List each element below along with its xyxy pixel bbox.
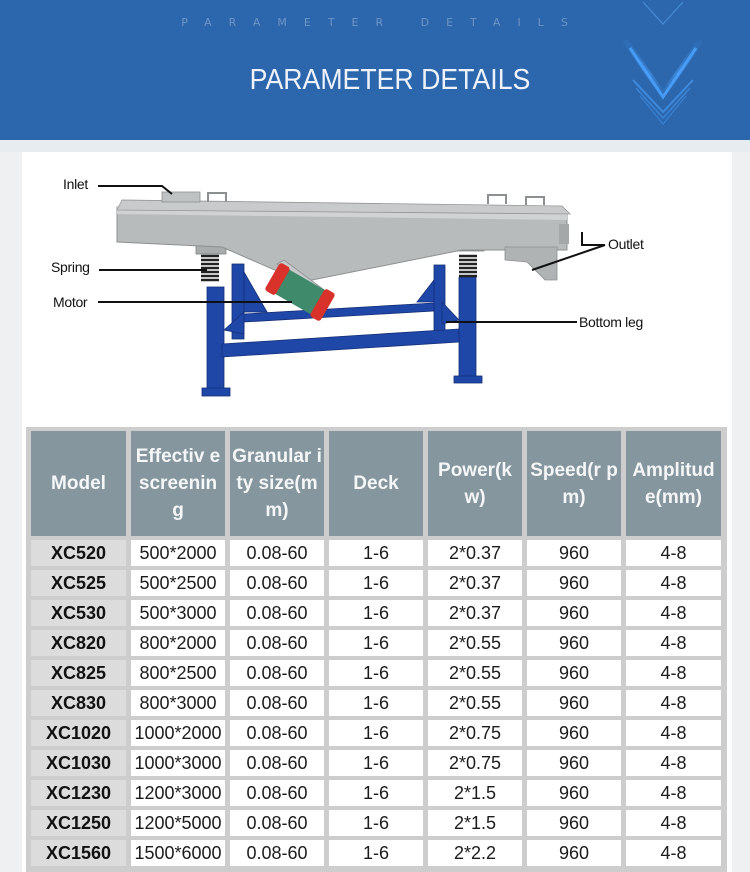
page-title: PARAMETER DETAILS <box>249 64 531 96</box>
cell-model: XC1560 <box>31 840 126 866</box>
cell-amplitude: 4-8 <box>626 750 721 776</box>
cell-granularity: 0.08-60 <box>230 690 324 716</box>
header-speed: Speed(r pm) <box>527 431 621 536</box>
header-banner <box>0 0 750 140</box>
cell-amplitude: 4-8 <box>626 660 721 686</box>
table-row <box>31 720 721 746</box>
header-power: Power(k w) <box>428 431 522 536</box>
cell-deck: 1-6 <box>329 660 423 686</box>
callout-spring: Spring <box>51 259 90 275</box>
cell-model: XC530 <box>31 600 126 626</box>
cell-granularity: 0.08-60 <box>230 540 324 566</box>
divider-strip <box>0 140 750 152</box>
callout-inlet: Inlet <box>63 176 88 192</box>
cell-amplitude: 4-8 <box>626 570 721 596</box>
cell-granularity: 0.08-60 <box>230 810 324 836</box>
cell-amplitude: 4-8 <box>626 840 721 866</box>
table-row <box>31 690 721 716</box>
right-gutter <box>732 152 750 872</box>
header-amplitude: Amplitud e(mm) <box>626 431 721 536</box>
cell-model: XC1230 <box>31 780 126 806</box>
cell-speed: 960 <box>527 810 621 836</box>
cell-amplitude: 4-8 <box>626 780 721 806</box>
cell-speed: 960 <box>527 780 621 806</box>
cell-deck: 1-6 <box>329 840 423 866</box>
cell-effective-screening: 1000*2000 <box>131 720 225 746</box>
left-gutter <box>0 152 22 872</box>
header-effective-screening: Effectiv e screenin g <box>131 431 225 536</box>
cell-effective-screening: 1000*3000 <box>131 750 225 776</box>
table-row <box>31 780 721 806</box>
cell-deck: 1-6 <box>329 570 423 596</box>
header-granularity-size: Granular ity size(mm) <box>230 431 324 536</box>
cell-deck: 1-6 <box>329 600 423 626</box>
cell-power: 2*0.37 <box>428 570 522 596</box>
cell-speed: 960 <box>527 600 621 626</box>
cell-granularity: 0.08-60 <box>230 720 324 746</box>
cell-speed: 960 <box>527 840 621 866</box>
cell-deck: 1-6 <box>329 720 423 746</box>
cell-power: 2*0.55 <box>428 630 522 656</box>
cell-effective-screening: 1200*5000 <box>131 810 225 836</box>
cell-speed: 960 <box>527 540 621 566</box>
cell-deck: 1-6 <box>329 750 423 776</box>
callout-motor: Motor <box>53 294 88 310</box>
cell-deck: 1-6 <box>329 780 423 806</box>
table-row <box>31 810 721 836</box>
cell-effective-screening: 500*2000 <box>131 540 225 566</box>
cell-amplitude: 4-8 <box>626 720 721 746</box>
cell-power: 2*2.2 <box>428 840 522 866</box>
cell-speed: 960 <box>527 570 621 596</box>
header-model: Model <box>31 431 126 536</box>
cell-effective-screening: 1500*6000 <box>131 840 225 866</box>
cell-amplitude: 4-8 <box>626 600 721 626</box>
cell-effective-screening: 500*3000 <box>131 600 225 626</box>
header-deck: Deck <box>329 431 423 536</box>
cell-effective-screening: 800*3000 <box>131 690 225 716</box>
cell-effective-screening: 800*2500 <box>131 660 225 686</box>
cell-power: 2*0.55 <box>428 690 522 716</box>
cell-granularity: 0.08-60 <box>230 660 324 686</box>
cell-power: 2*0.75 <box>428 750 522 776</box>
cell-model: XC1030 <box>31 750 126 776</box>
cell-granularity: 0.08-60 <box>230 570 324 596</box>
cell-granularity: 0.08-60 <box>230 780 324 806</box>
cell-power: 2*0.37 <box>428 540 522 566</box>
cell-power: 2*0.55 <box>428 660 522 686</box>
cell-model: XC825 <box>31 660 126 686</box>
cell-amplitude: 4-8 <box>626 810 721 836</box>
table-row <box>31 570 721 596</box>
table-row <box>31 840 721 866</box>
cell-effective-screening: 1200*3000 <box>131 780 225 806</box>
cell-model: XC520 <box>31 540 126 566</box>
cell-effective-screening: 800*2000 <box>131 630 225 656</box>
machine-diagram <box>22 152 732 417</box>
cell-model: XC1250 <box>31 810 126 836</box>
cell-power: 2*1.5 <box>428 810 522 836</box>
parameter-table <box>26 427 726 870</box>
table-row <box>31 600 721 626</box>
cell-amplitude: 4-8 <box>626 540 721 566</box>
cell-model: XC830 <box>31 690 126 716</box>
table-row <box>31 660 721 686</box>
chevron-down-icon <box>600 0 730 140</box>
table-row <box>31 540 721 566</box>
cell-amplitude: 4-8 <box>626 630 721 656</box>
parameter-table-container <box>26 427 727 872</box>
cell-power: 2*0.37 <box>428 600 522 626</box>
cell-deck: 1-6 <box>329 540 423 566</box>
table-header-row <box>31 431 721 536</box>
cell-deck: 1-6 <box>329 810 423 836</box>
banner-subtitle: PARAMETER DETAILS <box>181 16 585 29</box>
cell-deck: 1-6 <box>329 690 423 716</box>
cell-speed: 960 <box>527 750 621 776</box>
callout-outlet: Outlet <box>608 236 644 252</box>
table-row <box>31 750 721 776</box>
callout-bottom-leg: Bottom leg <box>579 314 643 330</box>
cell-speed: 960 <box>527 720 621 746</box>
cell-amplitude: 4-8 <box>626 690 721 716</box>
cell-effective-screening: 500*2500 <box>131 570 225 596</box>
cell-speed: 960 <box>527 630 621 656</box>
cell-granularity: 0.08-60 <box>230 840 324 866</box>
table-row <box>31 630 721 656</box>
cell-power: 2*0.75 <box>428 720 522 746</box>
cell-granularity: 0.08-60 <box>230 600 324 626</box>
cell-speed: 960 <box>527 660 621 686</box>
cell-speed: 960 <box>527 690 621 716</box>
cell-model: XC820 <box>31 630 126 656</box>
cell-granularity: 0.08-60 <box>230 630 324 656</box>
cell-model: XC525 <box>31 570 126 596</box>
cell-deck: 1-6 <box>329 630 423 656</box>
cell-granularity: 0.08-60 <box>230 750 324 776</box>
cell-power: 2*1.5 <box>428 780 522 806</box>
vibrating-screen-illustration <box>22 152 732 417</box>
cell-model: XC1020 <box>31 720 126 746</box>
